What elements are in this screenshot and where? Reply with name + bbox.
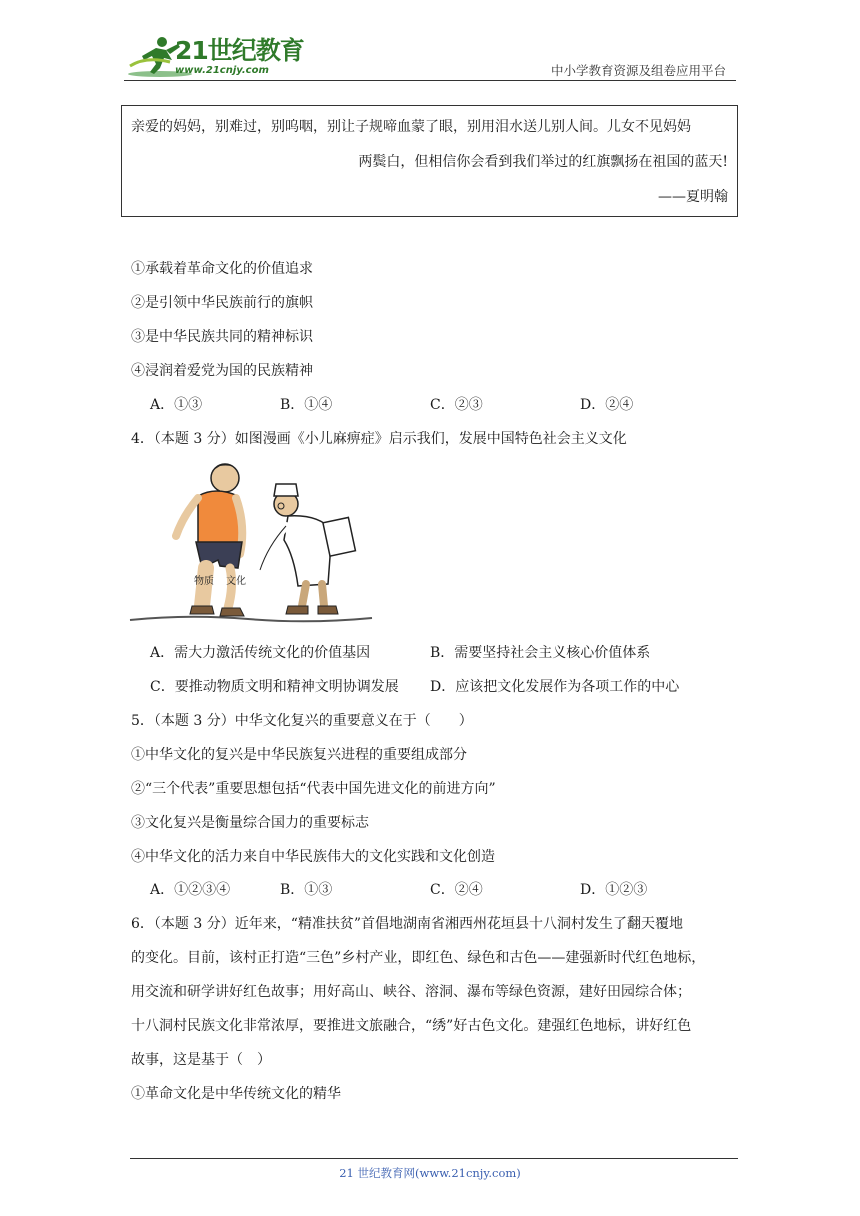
q3-item-2: ②是引领中华民族前行的旗帜 (131, 295, 313, 311)
q6-stem-line-2: 的变化。目前，该村正打造“三色”乡村产业，即红色、绿色和古色——建强新时代红色地标， (131, 950, 706, 966)
logo-text: 21世纪教育 (175, 36, 304, 65)
header-divider (124, 80, 736, 81)
q3-option-c[interactable]: C．②③ (430, 397, 483, 413)
cartoon-figure (128, 456, 374, 626)
q5-option-c[interactable]: C．②④ (430, 882, 483, 898)
q3-option-a[interactable]: A．①③ (150, 397, 203, 413)
q4-option-b[interactable]: B．需要坚持社会主义核心价值体系 (430, 645, 651, 661)
q6-stem-line-1: 6．（本题 3 分）近年来，“精准扶贫”首倡地湖南省湘西州花垣县十八洞村发生了翻天覆地 (131, 916, 684, 932)
q3-option-d[interactable]: D．②④ (580, 397, 634, 413)
q5-item-2: ②“三个代表”重要思想包括“代表中国先进文化的前进方向” (131, 781, 496, 797)
q6-stem-line-4: 十八洞村民族文化非常浓厚，要推进文旅融合，“绣”好古色文化。建强红色地标，讲好红色 (131, 1018, 692, 1034)
q5-item-1: ①中华文化的复兴是中华民族复兴进程的重要组成部分 (131, 747, 467, 763)
q6-stem-line-3: 用交流和研学讲好红色故事；用好高山、峡谷、溶洞、瀑布等绿色资源，建好田园综合体； (131, 984, 691, 1000)
platform-name: 中小学教育资源及组卷应用平台 (550, 63, 726, 78)
leg-label-material: 物质 (194, 576, 214, 587)
footer-divider (130, 1158, 738, 1159)
q5-item-4: ④中华文化的活力来自中华民族伟大的文化实践和文化创造 (131, 849, 495, 865)
q3-item-4: ④浸润着爱党为国的民族精神 (131, 363, 313, 379)
q6-item-1: ①革命文化是中华传统文化的精华 (131, 1086, 341, 1102)
quote-box (121, 105, 738, 217)
q6-stem-line-5: 故事，这是基于（ ） (131, 1052, 271, 1068)
q3-option-b[interactable]: B．①④ (280, 397, 333, 413)
q5-option-b[interactable]: B．①③ (280, 882, 333, 898)
quote-line-2: 两鬓白，但相信你会看到我们举过的红旗飘扬在祖国的蓝天! (358, 154, 728, 170)
q5-item-3: ③文化复兴是衡量综合国力的重要标志 (131, 815, 369, 831)
q4-option-c[interactable]: C．要推动物质文明和精神文明协调发展 (150, 679, 399, 695)
logo-url: www.21cnjy.com (175, 65, 269, 76)
q3-item-1: ①承载着革命文化的价值追求 (131, 261, 313, 277)
quote-author: ——夏明翰 (658, 189, 728, 205)
q4-option-a[interactable]: A．需大力激活传统文化的价值基因 (150, 645, 371, 661)
q5-option-d[interactable]: D．①②③ (580, 882, 648, 898)
leg-label-culture: 文化 (226, 576, 246, 587)
q4-option-d[interactable]: D．应该把文化发展作为各项工作的中心 (430, 679, 680, 695)
q5-stem: 5．（本题 3 分）中华文化复兴的重要意义在于（ ） (131, 713, 473, 729)
q3-item-3: ③是中华民族共同的精神标识 (131, 329, 313, 345)
q5-option-a[interactable]: A．①②③④ (150, 882, 231, 898)
q4-stem: 4．（本题 3 分）如图漫画《小儿麻痹症》启示我们，发展中国特色社会主义文化 (131, 431, 627, 447)
quote-line-1: 亲爱的妈妈，别难过，别呜咽，别让子规啼血蒙了眼，别用泪水送儿别人间。儿女不见妈妈 (131, 119, 691, 135)
footer-link[interactable]: 21 世纪教育网(www.21cnjy.com) (339, 1166, 521, 1180)
